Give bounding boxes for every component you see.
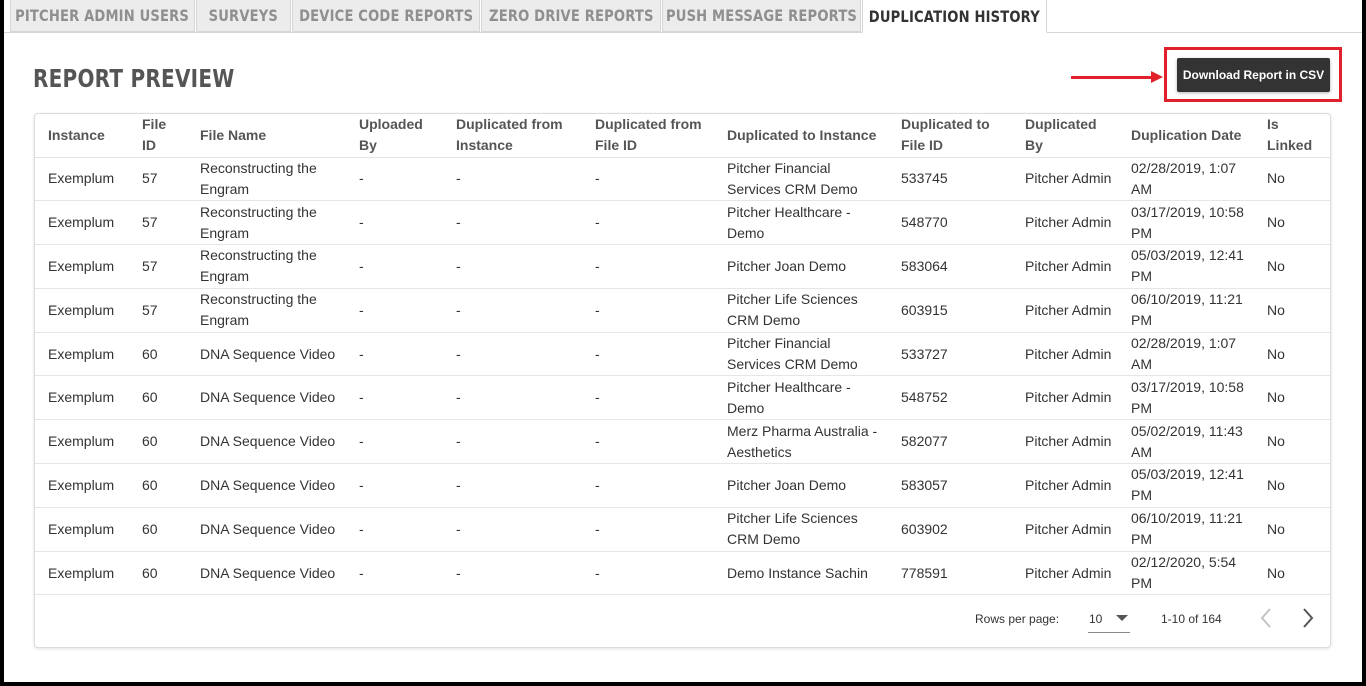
column-header-is-linked: Is Linked xyxy=(1254,114,1331,157)
cell-dup-from-instance: - xyxy=(443,551,582,595)
column-header-dup-from-instance: Duplicated from Instance xyxy=(443,114,582,157)
cell-file-name: DNA Sequence Video xyxy=(187,376,346,420)
report-tabs xyxy=(4,0,1362,33)
cell-instance: Exemplum xyxy=(35,376,129,420)
cell-file-name: Reconstructing the Engram xyxy=(187,288,346,332)
cell-duplication-date: 06/10/2019, 11:21 PM xyxy=(1118,288,1254,332)
cell-duplication-date: 02/28/2019, 1:07 AM xyxy=(1118,157,1254,201)
column-header-duplicated-by: Duplicated By xyxy=(1012,114,1118,157)
cell-uploaded-by: - xyxy=(346,332,443,376)
cell-instance: Exemplum xyxy=(35,420,129,464)
table-row xyxy=(35,420,1331,464)
cell-dup-to-file-id: 548752 xyxy=(888,376,1012,420)
cell-dup-from-instance: - xyxy=(443,245,582,289)
cell-is-linked: No xyxy=(1254,288,1331,332)
cell-file-id: 57 xyxy=(129,157,187,201)
cell-dup-to-instance: Pitcher Healthcare - Demo xyxy=(714,201,888,245)
column-header-instance: Instance xyxy=(35,114,129,157)
cell-duplicated-by: Pitcher Admin xyxy=(1012,376,1118,420)
cell-dup-from-file-id: - xyxy=(582,201,714,245)
cell-dup-from-instance: - xyxy=(443,507,582,551)
cell-is-linked: No xyxy=(1254,420,1331,464)
column-header-dup-to-file-id: Duplicated to File ID xyxy=(888,114,1012,157)
cell-dup-to-instance: Demo Instance Sachin xyxy=(714,551,888,595)
table-row xyxy=(35,157,1331,201)
table-row xyxy=(35,332,1331,376)
table-row xyxy=(35,507,1331,551)
cell-dup-from-file-id: - xyxy=(582,245,714,289)
cell-is-linked: No xyxy=(1254,201,1331,245)
cell-dup-to-instance: Pitcher Life Sciences CRM Demo xyxy=(714,288,888,332)
cell-is-linked: No xyxy=(1254,551,1331,595)
cell-dup-to-file-id: 603902 xyxy=(888,507,1012,551)
cell-instance: Exemplum xyxy=(35,464,129,508)
duplication-table xyxy=(35,114,1331,595)
cell-file-id: 60 xyxy=(129,551,187,595)
cell-dup-to-file-id: 778591 xyxy=(888,551,1012,595)
cell-instance: Exemplum xyxy=(35,332,129,376)
cell-dup-from-file-id: - xyxy=(582,332,714,376)
download-csv-button[interactable]: Download Report in CSV xyxy=(1177,58,1330,92)
cell-dup-from-file-id: - xyxy=(582,420,714,464)
cell-instance: Exemplum xyxy=(35,245,129,289)
cell-dup-from-file-id: - xyxy=(582,157,714,201)
column-header-file-name: File Name xyxy=(187,114,346,157)
cell-uploaded-by: - xyxy=(346,288,443,332)
cell-is-linked: No xyxy=(1254,157,1331,201)
rows-per-page-label: Rows per page: xyxy=(975,612,1060,626)
cell-dup-from-file-id: - xyxy=(582,288,714,332)
cell-duplicated-by: Pitcher Admin xyxy=(1012,420,1118,464)
cell-file-name: DNA Sequence Video xyxy=(187,332,346,376)
pagination-range: 1-10 of 164 xyxy=(1161,612,1222,626)
table-row xyxy=(35,245,1331,289)
cell-duplication-date: 02/28/2019, 1:07 AM xyxy=(1118,332,1254,376)
cell-dup-from-file-id: - xyxy=(582,551,714,595)
annotation-arrow-head xyxy=(1151,71,1163,83)
cell-uploaded-by: - xyxy=(346,551,443,595)
cell-dup-to-file-id: 582077 xyxy=(888,420,1012,464)
cell-is-linked: No xyxy=(1254,245,1331,289)
column-header-file-id: File ID xyxy=(129,114,187,157)
caret-down-icon xyxy=(1116,615,1128,621)
cell-dup-from-instance: - xyxy=(443,157,582,201)
cell-uploaded-by: - xyxy=(346,245,443,289)
cell-duplication-date: 05/03/2019, 12:41 PM xyxy=(1118,245,1254,289)
cell-dup-to-file-id: 583057 xyxy=(888,464,1012,508)
app-frame xyxy=(4,0,1362,682)
cell-instance: Exemplum xyxy=(35,507,129,551)
column-header-dup-from-file-id: Duplicated from File ID xyxy=(582,114,714,157)
cell-dup-from-file-id: - xyxy=(582,376,714,420)
page-title: REPORT PREVIEW xyxy=(33,64,235,93)
column-header-uploaded-by: Uploaded By xyxy=(346,114,443,157)
cell-dup-to-file-id: 533727 xyxy=(888,332,1012,376)
table-row xyxy=(35,376,1331,420)
table-body xyxy=(35,157,1331,595)
cell-file-id: 57 xyxy=(129,201,187,245)
cell-file-name: Reconstructing the Engram xyxy=(187,245,346,289)
cell-dup-to-instance: Pitcher Financial Services CRM Demo xyxy=(714,157,888,201)
cell-dup-to-instance: Pitcher Healthcare - Demo xyxy=(714,376,888,420)
tab-device-code-reports[interactable]: DEVICE CODE REPORTS xyxy=(292,0,480,32)
tab-zero-drive-reports[interactable]: ZERO DRIVE REPORTS xyxy=(481,0,661,32)
cell-uploaded-by: - xyxy=(346,201,443,245)
cell-dup-from-file-id: - xyxy=(582,464,714,508)
cell-duplicated-by: Pitcher Admin xyxy=(1012,201,1118,245)
cell-is-linked: No xyxy=(1254,464,1331,508)
annotation-arrow-line xyxy=(1071,76,1155,79)
cell-file-name: DNA Sequence Video xyxy=(187,507,346,551)
cell-duplicated-by: Pitcher Admin xyxy=(1012,507,1118,551)
cell-duplicated-by: Pitcher Admin xyxy=(1012,245,1118,289)
cell-duplication-date: 05/02/2019, 11:43 AM xyxy=(1118,420,1254,464)
cell-file-name: DNA Sequence Video xyxy=(187,551,346,595)
chevron-right-icon xyxy=(1301,607,1315,629)
previous-page-button[interactable] xyxy=(1251,603,1281,633)
rows-per-page-value: 10 xyxy=(1089,612,1103,626)
column-header-duplication-date: Duplication Date xyxy=(1118,114,1254,157)
next-page-button[interactable] xyxy=(1293,603,1323,633)
cell-dup-from-instance: - xyxy=(443,420,582,464)
cell-duplication-date: 03/17/2019, 10:58 PM xyxy=(1118,201,1254,245)
cell-file-id: 60 xyxy=(129,507,187,551)
tab-duplication-history[interactable]: DUPLICATION HISTORY xyxy=(862,0,1047,33)
cell-duplicated-by: Pitcher Admin xyxy=(1012,157,1118,201)
cell-uploaded-by: - xyxy=(346,157,443,201)
cell-is-linked: No xyxy=(1254,376,1331,420)
cell-file-id: 57 xyxy=(129,288,187,332)
cell-file-id: 60 xyxy=(129,420,187,464)
cell-file-id: 60 xyxy=(129,376,187,420)
cell-instance: Exemplum xyxy=(35,201,129,245)
cell-file-name: Reconstructing the Engram xyxy=(187,201,346,245)
cell-dup-from-instance: - xyxy=(443,288,582,332)
cell-uploaded-by: - xyxy=(346,376,443,420)
cell-dup-to-file-id: 548770 xyxy=(888,201,1012,245)
cell-duplicated-by: Pitcher Admin xyxy=(1012,288,1118,332)
cell-dup-from-instance: - xyxy=(443,376,582,420)
cell-is-linked: No xyxy=(1254,332,1331,376)
cell-is-linked: No xyxy=(1254,507,1331,551)
cell-dup-to-file-id: 533745 xyxy=(888,157,1012,201)
cell-duplication-date: 03/17/2019, 10:58 PM xyxy=(1118,376,1254,420)
table-pagination xyxy=(35,593,1330,647)
cell-duplication-date: 05/03/2019, 12:41 PM xyxy=(1118,464,1254,508)
tab-push-message-reports[interactable]: PUSH MESSAGE REPORTS xyxy=(662,0,861,32)
cell-instance: Exemplum xyxy=(35,157,129,201)
cell-instance: Exemplum xyxy=(35,551,129,595)
cell-dup-from-file-id: - xyxy=(582,507,714,551)
cell-dup-from-instance: - xyxy=(443,464,582,508)
cell-file-name: Reconstructing the Engram xyxy=(187,157,346,201)
cell-dup-to-file-id: 583064 xyxy=(888,245,1012,289)
cell-file-id: 57 xyxy=(129,245,187,289)
cell-uploaded-by: - xyxy=(346,420,443,464)
cell-file-name: DNA Sequence Video xyxy=(187,464,346,508)
cell-dup-to-instance: Merz Pharma Australia - Aesthetics xyxy=(714,420,888,464)
tab-surveys[interactable]: SURVEYS xyxy=(196,0,291,32)
cell-dup-from-instance: - xyxy=(443,332,582,376)
table-header-row xyxy=(35,114,1331,157)
cell-dup-to-instance: Pitcher Financial Services CRM Demo xyxy=(714,332,888,376)
table-row xyxy=(35,551,1331,595)
column-header-dup-to-instance: Duplicated to Instance xyxy=(714,114,888,157)
cell-duplication-date: 02/12/2020, 5:54 PM xyxy=(1118,551,1254,595)
table-row xyxy=(35,464,1331,508)
table-row xyxy=(35,201,1331,245)
tab-pitcher-admin-users[interactable]: PITCHER ADMIN USERS xyxy=(10,0,195,32)
rows-per-page-select[interactable] xyxy=(1088,605,1130,633)
cell-duplicated-by: Pitcher Admin xyxy=(1012,464,1118,508)
cell-duplication-date: 06/10/2019, 11:21 PM xyxy=(1118,507,1254,551)
cell-dup-to-file-id: 603915 xyxy=(888,288,1012,332)
cell-dup-to-instance: Pitcher Joan Demo xyxy=(714,245,888,289)
cell-uploaded-by: - xyxy=(346,507,443,551)
cell-instance: Exemplum xyxy=(35,288,129,332)
table-row xyxy=(35,288,1331,332)
cell-file-id: 60 xyxy=(129,464,187,508)
chevron-left-icon xyxy=(1259,607,1273,629)
cell-file-name: DNA Sequence Video xyxy=(187,420,346,464)
cell-duplicated-by: Pitcher Admin xyxy=(1012,551,1118,595)
cell-dup-to-instance: Pitcher Life Sciences CRM Demo xyxy=(714,507,888,551)
cell-uploaded-by: - xyxy=(346,464,443,508)
cell-file-id: 60 xyxy=(129,332,187,376)
cell-dup-from-instance: - xyxy=(443,201,582,245)
report-table-card xyxy=(34,113,1331,648)
cell-duplicated-by: Pitcher Admin xyxy=(1012,332,1118,376)
cell-dup-to-instance: Pitcher Joan Demo xyxy=(714,464,888,508)
